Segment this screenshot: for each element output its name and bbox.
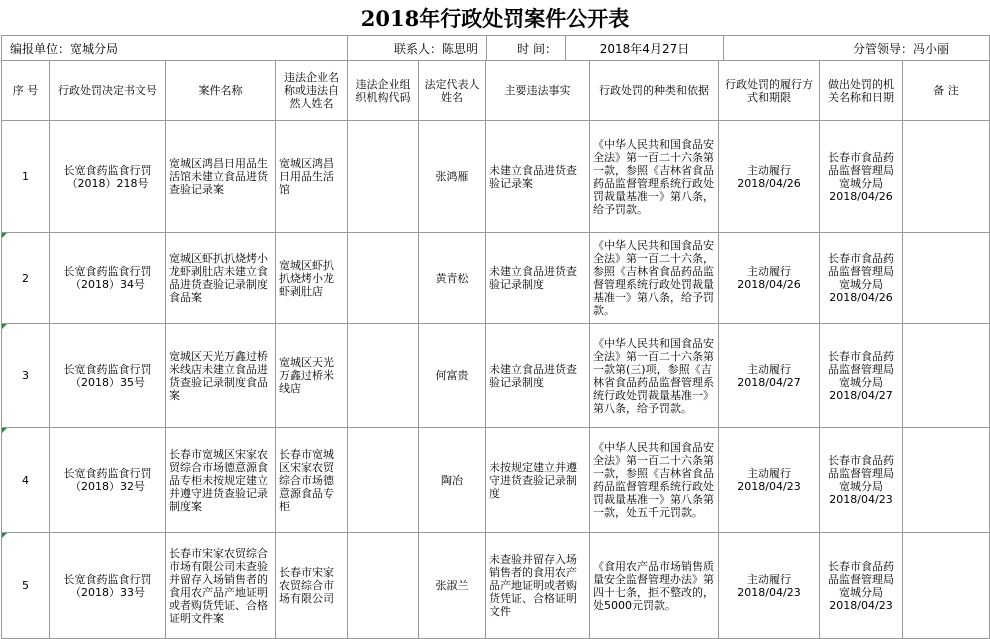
col-header-code[interactable]: 违法企业组织机构代码 <box>348 61 419 121</box>
cell-basis[interactable]: 《中华人民共和国食品安全法》第一百二十六条第一款，参照《吉林省食品药品监督管理系统行政处罚裁量基准一》第八条第一款，处五千元罚款。 <box>590 428 719 533</box>
cell-case[interactable]: 长春市宋家农贸综合市场有限公司未查验并留存入场销售者的食用农产品产地证明或者购货凭证、合格证明文件案 <box>166 533 276 639</box>
cell-org[interactable]: 长春市食品药品监督管理局宽城分局 2018/04/27 <box>820 324 903 428</box>
col-header-doc[interactable]: 行政处罚决定书文号 <box>50 61 166 121</box>
cell-fact[interactable]: 未建立食品进货查验记录制度 <box>486 324 590 428</box>
cell-party[interactable]: 宽城区虾扒扒烧烤小龙虾剥肚店 <box>276 233 348 324</box>
cell-party[interactable]: 长春市宋家农贸综合市场有限公司 <box>276 533 348 639</box>
cell-case[interactable]: 长春市宽城区宋家农贸综合市场德意源食品专柜未按规定建立并遵守进货查验记录制度案 <box>166 428 276 533</box>
table-row <box>2 324 990 428</box>
cell-rep[interactable]: 张淑兰 <box>419 533 486 639</box>
cell-note[interactable] <box>903 121 990 233</box>
cell-party[interactable]: 宽城区天光万鑫过桥米线店 <box>276 324 348 428</box>
col-header-exec[interactable]: 行政处罚的履行方式和期限 <box>719 61 820 121</box>
cell-code[interactable] <box>348 428 419 533</box>
cell-no[interactable]: 2 <box>2 233 50 324</box>
cell-fact[interactable]: 未建立食品进货查验记录案 <box>486 121 590 233</box>
cell-org[interactable]: 长春市食品药品监督管理局宽城分局 2018/04/23 <box>820 533 903 639</box>
cell-basis[interactable]: 《中华人民共和国食品安全法》第一百二十六条第一款第(三)项，参照《吉林省食品药品监督管理系统行政处罚裁量基准一》第八条，给予罚款。 <box>590 324 719 428</box>
cell-rep[interactable]: 何富贵 <box>419 324 486 428</box>
cell-case[interactable]: 宽城区天光万鑫过桥米线店未建立食品进货查验记录制度食品案 <box>166 324 276 428</box>
sheet-title: 2018年行政处罚案件公开表 <box>360 5 630 31</box>
cell-note[interactable] <box>903 324 990 428</box>
cell-no[interactable]: 3 <box>2 324 50 428</box>
cell-org[interactable]: 长春市食品药品监督管理局宽城分局 2018/04/26 <box>820 121 903 233</box>
cell-code[interactable] <box>348 324 419 428</box>
cell-fact[interactable]: 未按规定建立并遵守进货查验记录制度 <box>486 428 590 533</box>
col-header-case[interactable]: 案件名称 <box>166 61 276 121</box>
cell-doc[interactable]: 长宽食药监食行罚（2018）34号 <box>50 233 166 324</box>
cell-doc[interactable]: 长宽食药监食行罚（2018）35号 <box>50 324 166 428</box>
cell-exec[interactable]: 主动履行 2018/04/27 <box>719 324 820 428</box>
cell-doc[interactable]: 长宽食药监食行罚（2018）33号 <box>50 533 166 639</box>
cell-exec[interactable]: 主动履行 2018/04/23 <box>719 533 820 639</box>
cell-party[interactable]: 长春市宽城区宋家农贸综合市场德意源食品专柜 <box>276 428 348 533</box>
cell-exec[interactable]: 主动履行 2018/04/23 <box>719 428 820 533</box>
cases-table <box>1 60 990 639</box>
cell-party[interactable]: 宽城区鸿昌日用品生活馆 <box>276 121 348 233</box>
cell-no[interactable]: 5 <box>2 533 50 639</box>
cell-note[interactable] <box>903 428 990 533</box>
table-row <box>2 233 990 324</box>
header-contact[interactable]: 联系人：陈思明 <box>348 36 487 61</box>
header-date[interactable]: 2018年4月27日 <box>566 36 724 61</box>
col-header-note[interactable]: 备 注 <box>903 61 990 121</box>
cell-rep[interactable]: 黄青松 <box>419 233 486 324</box>
col-header-rep[interactable]: 法定代表人姓名 <box>419 61 486 121</box>
cell-case[interactable]: 宽城区虾扒扒烧烤小龙虾剥肚店未建立食品进货查验记录制度食品案 <box>166 233 276 324</box>
cell-rep[interactable]: 陶冶 <box>419 428 486 533</box>
cell-basis[interactable]: 《中华人民共和国食品安全法》第一百二十六条，参照《吉林省食品药品监督管理系统行政处罚裁量基准一》第八条，给予罚款。 <box>590 233 719 324</box>
col-header-no[interactable]: 序 号 <box>2 61 50 121</box>
cell-note[interactable] <box>903 533 990 639</box>
cell-basis[interactable]: 《中华人民共和国食品安全法》第一百二十六条第一款，参照《吉林省食品药品监督管理系统行政处罚裁量基准一》第八条，给予罚款。 <box>590 121 719 233</box>
cell-code[interactable] <box>348 533 419 639</box>
cell-doc[interactable]: 长宽食药监食行罚（2018）218号 <box>50 121 166 233</box>
col-header-org[interactable]: 做出处罚的机关名称和日期 <box>820 61 903 121</box>
header-time-label[interactable]: 时 间： <box>487 36 566 61</box>
col-header-basis[interactable]: 行政处罚的种类和依据 <box>590 61 719 121</box>
cell-fact[interactable]: 未建立食品进货查验记录制度 <box>486 233 590 324</box>
cell-note[interactable] <box>903 233 990 324</box>
table-row <box>2 428 990 533</box>
col-header-party[interactable]: 违法企业名称或违法自然人姓名 <box>276 61 348 121</box>
table-row <box>2 533 990 639</box>
cell-doc[interactable]: 长宽食药监食行罚（2018）32号 <box>50 428 166 533</box>
header-leader[interactable]: 分管领导：冯小丽 <box>724 36 990 61</box>
cell-code[interactable] <box>348 121 419 233</box>
col-header-fact[interactable]: 主要违法事实 <box>486 61 590 121</box>
cell-no[interactable]: 1 <box>2 121 50 233</box>
cell-rep[interactable]: 张鸿雁 <box>419 121 486 233</box>
cell-basis[interactable]: 《食用农产品市场销售质量安全监督管理办法》第四十七条，拒不整改的，处5000元罚款。 <box>590 533 719 639</box>
header-table <box>1 35 990 61</box>
table-row <box>2 121 990 233</box>
cell-exec[interactable]: 主动履行 2018/04/26 <box>719 233 820 324</box>
cell-no[interactable]: 4 <box>2 428 50 533</box>
cell-fact[interactable]: 未查验并留存入场销售者的食用农产品产地证明或者购货凭证、合格证明文件 <box>486 533 590 639</box>
cell-case[interactable]: 宽城区鸿昌日用品生活馆未建立食品进货查验记录案 <box>166 121 276 233</box>
cell-org[interactable]: 长春市食品药品监督管理局宽城分局 2018/04/23 <box>820 428 903 533</box>
cell-org[interactable]: 长春市食品药品监督管理局宽城分局 2018/04/26 <box>820 233 903 324</box>
column-header-row <box>2 61 990 121</box>
cell-code[interactable] <box>348 233 419 324</box>
cell-exec[interactable]: 主动履行 2018/04/26 <box>719 121 820 233</box>
header-unit[interactable]: 编报单位：宽城分局 <box>2 36 348 61</box>
